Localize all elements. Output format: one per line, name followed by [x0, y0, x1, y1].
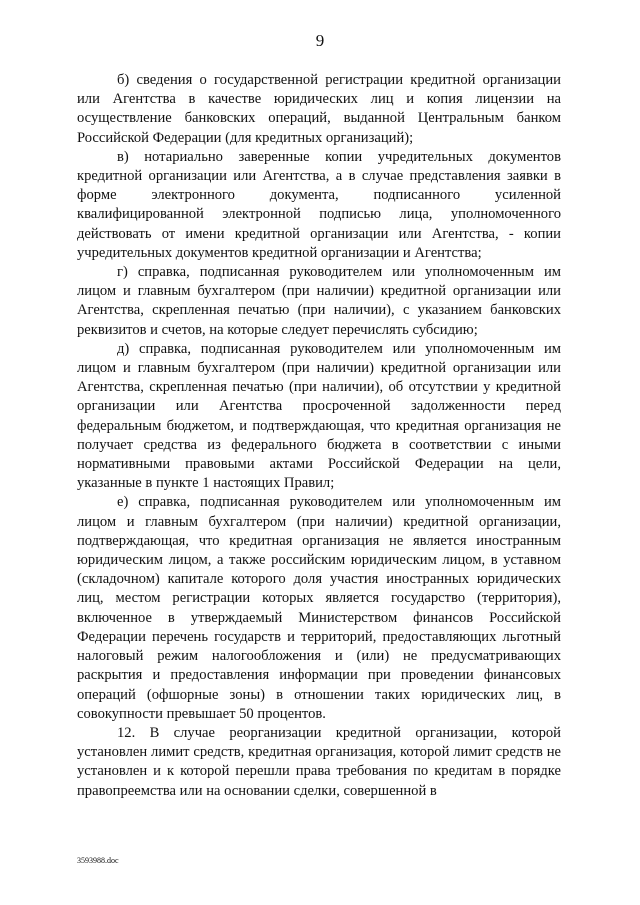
paragraph-b: б) сведения о государственной регистрации кредитной организации или Агентства в качестве юридических лиц и копия лицензии на осуществление банковских операций, выданной Центральным банком Российской Федерации (для кредитных организаций); [77, 72, 561, 146]
page-number: 9 [315, 31, 325, 50]
paragraph-d: д) справка, подписанная руководителем или уполномоченным им лицом и главным бухгалтером (при наличии) кредитной организации или Агентства, скрепленная печатью (при наличии), об отсутствии у кредитной организации или Агентства просроченной задолженности перед федеральным бюджетом, и подтверждающая, что кредитная организация не получает средства из федерального бюджета в соответствии с иными нормативными правовыми актами Российской Федерации на цели, указанные в пункте 1 настоящих Правил; [77, 340, 561, 492]
paragraph-g: г) справка, подписанная руководителем или уполномоченным им лицом и главным бухгалтером (при наличии) кредитной организации или Агентства, скрепленная печатью (при наличии), с указанием банковских реквизитов и счетов, на которые следует перечислять субсидию; [77, 264, 561, 338]
paragraph-12: 12. В случае реорганизации кредитной организации, которой установлен лимит средств, кредитная организация, которой лимит средств не установлен и к которой перешли права требования по кредитам в порядке правопреемства или на основании сделки, совершенной в [77, 724, 561, 799]
paragraph-v: в) нотариально заверенные копии учредительных документов кредитной организации или Агентства, а в случае представления заявки в форме электронного документа, подписанного усиленной квалифицированной электронной подписью лица, уполномоченного действовать от имени кредитной организации или Агентства, - копии учредительных документов кредитной организации и Агентства; [77, 148, 561, 261]
paragraph-e: е) справка, подписанная руководителем или уполномоченным им лицом и главным бухгалтером (при наличии) кредитной организации, подтверждающая, что кредитная организация не является иностранным юридическим лицом, а также российским юридическим лицом, в уставном (складочном) капитале которого доля участия иностранных юридических лиц, местом регистрации которых является государство (территория), включенное в утверждаемый Министерством финансов Российской Федерации перечень государств и территорий, предоставляющих льготный налоговый режим налогообложения и (или) не предусматривающих раскрытия и предоставления информации при проведении финансовых операций (офшорные зоны) в отношении таких юридических лиц, в совокупности превышает 50 процентов. [77, 494, 561, 722]
footer-file-name: 3593988.doc [77, 856, 119, 865]
document-body [77, 71, 561, 801]
